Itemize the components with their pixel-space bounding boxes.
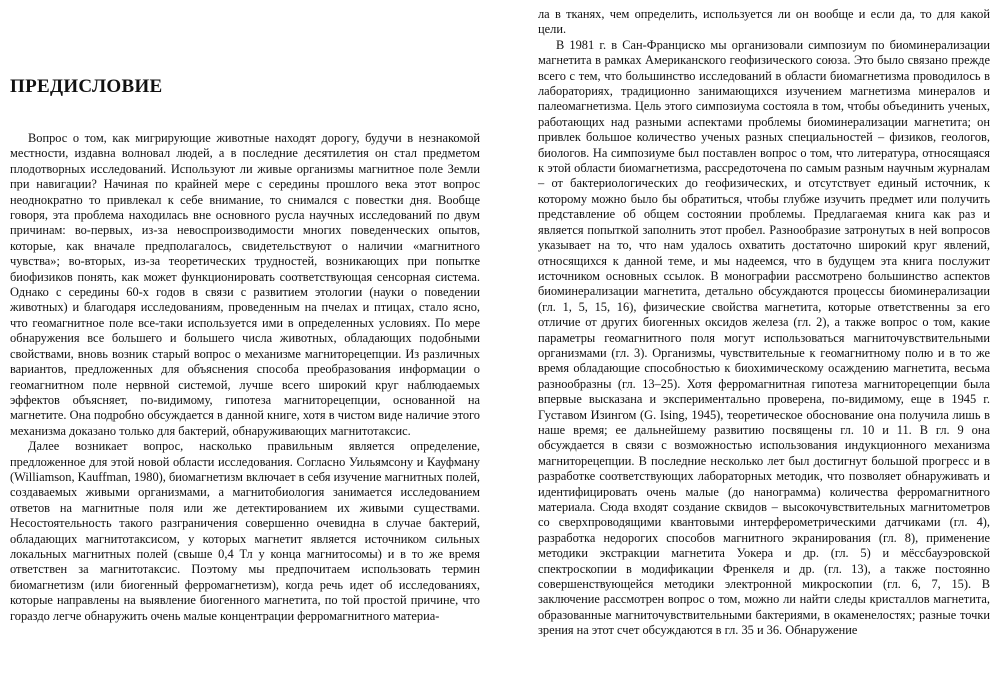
paragraph: Вопрос о том, как мигрирующие животные находят дорогу, будучи в незнакомой местности, издавна волновал людей, а в последние десятилетия он стал предметом плодотворных исследований. Используют ли живые организмы магнитное поле Земли при навигации? Начиная по крайней мере с середины прошлого века этот вопрос неоднократно то привлекал к себе внимание, то снимался с повестки дня. Вообще говоря, эта проблема находилась вне основного русла научных исследований по двум причинам: во-первых, из-за невоспроизводимости многих поведенческих опытов, которые, как вначале предполагалось, свидетельствуют о наличии «магнитного чувства»; во-вторых, из-за теоретических трудностей, возникающих при попытке биофизиков понять, как может функционировать соответствующая сенсорная система. Однако с середины 60-х годов в связи с развитием этологии (науки о поведении животных) и благодаря исследованиям, проведенным на пчелах и птицах, стало ясно, что геомагнитное поле все-таки используется ими в определенных условиях. По мере обнаружения все большего и большего числа животных, обладающих подобными свойствами, вновь возник старый вопрос о механизме магниторецепции. Из различных вариантов, предложенных для объяснения способа преобразования информации о геомагнитном поле нервной системой, лучше всего широкий круг наблюдаемых эффектов объясняет, по-видимому, гипотеза магниторецепции, основанной на магнетите. Она подробно обсуждается в данной книге, хотя в чистом виде наличие этого механизма доказано только для бактерий, обнаруживающих магнитотаксис. [10, 131, 480, 438]
preface-heading: ПРЕДИСЛОВИЕ [10, 76, 163, 97]
paragraph: Далее возникает вопрос, насколько правильным является определение, предложенное для этой новой области исследования. Согласно Уильямсону и Кауфману (Williamson, Kauffman, 1980), биомагнетизм включает в себя изучение магнитных полей, создаваемых живыми организмами, а магнитобиология занимается исследованием ответов на магнитные поля или же детектированием их живыми существами. Несостоятельность такого разграничения совершенно очевидна в случае бактерий, обладающих магнитотаксисом, у которых магнетит является источником сильных локальных магнитных полей (свыше 0,4 Тл у конца магнитосомы) и в то же время ответствен за магнитотаксис. Поэтому мы предпочитаем использовать термин биомагнетизм (или биогенный ферромагнетизм), когда речь идет об исследованиях, которые направлены на выявление биогенного магнетита, по той простой причине, что гораздо легче обнаружить очень малые концентрации ферромагнитного материа- [10, 439, 480, 623]
paragraph-continued: ла в тканях, чем определить, используется ли он вообще и если да, то для какой цели. [538, 7, 990, 37]
paragraph: В 1981 г. в Сан-Франциско мы организовали симпозиум по биоминерализации магнетита в рамках Американского геофизического союза. Это было связано прежде всего с тем, что большинство исследований в области биомагнетизма проводилось в лабораториях, традиционно занимающихся изучением магнетизма минералов и палеомагнетизма. Цель этого симпозиума состояла в том, чтобы объединить ученых, работающих над разными аспектами проблемы биоминерализации магнетита; он привлек большое количество ученых разных специальностей – физиков, геологов, биологов. На симпозиуме был поставлен вопрос о том, что литература, относящаяся к этой области биомагнетизма, рассредоточена по самым разным научным журналам – от бактериологических до геофизических, и отсутствует единый источник, к которому можно было бы обратиться, чтобы глубже изучить предмет или получить представление об общем состоянии проблемы. Предлагаемая книга как раз и является попыткой заполнить этот пробел. Разнообразие затронутых в ней вопросов указывает на то, что нам удалось охватить достаточно широкий круг явлений, относящихся к данной теме, и мы надеемся, что в будущем эта книга послужит источником основных ссылок. В монографии рассмотрено большинство аспектов биоминерализации магнетита, детально обсуждаются процессы биоминерализации (гл. 1, 5, 15, 16), физические свойства магнетита, которые ответственны за его отличие от других биогенных оксидов железа (гл. 2), а также вопрос о том, какие параметры геомагнитного поля могут использоваться магниточувствительными организмами (гл. 3). Организмы, чувствительные к геомагнитному полю и в то же время обладающие способностью к биохимическому осаждению магнетита, весьма разнообразны (гл. 13–25). Хотя ферромагнитная гипотеза магниторецепции была впервые высказана и экспериментально проверена, по-видимому, еще в 1945 г. Густавом Изингом (G. Ising, 1945), теоретическое обоснование она получила лишь в наше время; ее дальнейшему развитию посвящены гл. 10 и 11. В гл. 9 она обсуждается в связи с возможностью использования индукционного механизма магниторецепции. В последние несколько лет был достигнут большой прогресс и в разработке соответствующих лабораторных методик, что позволяет обнаруживать и идентифицировать очень малые (до нанограмма) количества ферромагнитного материала. Сюда входят создание сквидов – высокочувствительных магнитометров со сверхпроводящими квантовыми интерферометрическими датчиками (гл. 4), разработка недорогих способов магнитного экранирования (гл. 8), применение методики экстракции магнетита Уокера и др. (гл. 5) и мёссбауэровской спектроскопии в модификации Френкеля и др. (гл. 13), а также постоянно совершенствующейся методики электронной микроскопии (гл. 6, 7, 15). В заключение рассмотрен вопрос о том, можно ли найти следы кристаллов магнетита, образованные магниточувствительными бактериями, в окаменелостях; разные точки зрения на этот счет обсуждаются в гл. 35 и 36. Обнаружение [538, 37, 990, 638]
right-page [500, 0, 1000, 697]
right-page-text [538, 0, 990, 639]
left-page-text [10, 131, 480, 624]
